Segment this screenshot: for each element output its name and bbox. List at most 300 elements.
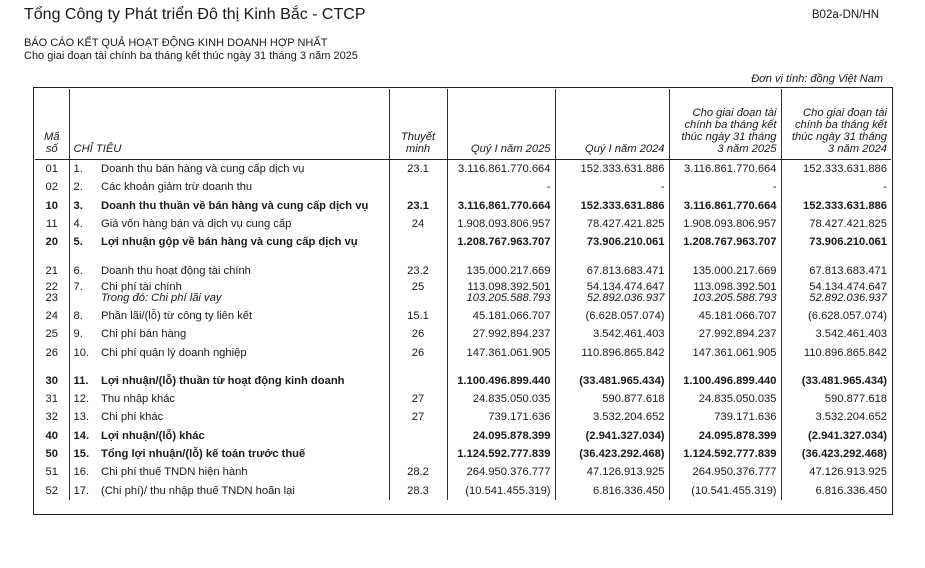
value-q1-2025 — [447, 408, 555, 426]
row-index-text: 7. — [73, 280, 83, 293]
value-q1-2025-text: 1.124.592.777.839 — [457, 448, 551, 460]
value-q1-2025-text: 147.361.061.905 — [466, 346, 551, 359]
table-row — [35, 343, 891, 361]
row-note-text: 27 — [411, 393, 425, 406]
row-index — [69, 463, 97, 481]
table-row — [35, 372, 891, 390]
value-q1-2025-text: 3.116.861.770.664 — [458, 163, 551, 176]
row-code — [35, 197, 69, 215]
row-index-text: 15. — [73, 448, 90, 460]
row-label — [97, 280, 389, 307]
value-q1-2025-sub-text: 103.205.588.793 — [466, 292, 551, 305]
value-q1-2024-text: 67.813.683.471 — [586, 264, 665, 277]
row-note-text: 28.2 — [407, 466, 429, 479]
row-note — [389, 215, 447, 233]
value-q1-2024 — [555, 481, 669, 499]
value-ytd-2024-text: 73.906.210.061 — [809, 236, 888, 249]
row-note — [389, 197, 447, 215]
value-ytd-2025 — [669, 343, 781, 361]
value-ytd-2024-text: (6.628.057.074) — [808, 309, 888, 322]
value-ytd-2025-text: 1.124.592.777.839 — [683, 448, 777, 460]
value-ytd-2024-text: 47.126.913.925 — [809, 466, 888, 479]
row-code — [35, 233, 69, 251]
row-note — [389, 233, 447, 251]
value-ytd-2024 — [781, 215, 891, 233]
value-q1-2025-text: 45.181.066.707 — [472, 309, 551, 322]
row-index — [69, 215, 97, 233]
value-ytd-2025 — [669, 445, 781, 463]
value-ytd-2025-text: 264.950.376.777 — [692, 466, 777, 479]
company-name: Tổng Công ty Phát triển Đô thị Kinh Bắc - CTCP — [24, 6, 366, 23]
row-index-text: 2. — [73, 181, 83, 194]
row-index-text: 9. — [73, 328, 83, 341]
value-q1-2024 — [555, 280, 669, 307]
row-index-text: 14. — [73, 429, 90, 442]
col-code-header: Mã số — [35, 89, 69, 160]
value-ytd-2025 — [669, 390, 781, 408]
value-q1-2024 — [555, 463, 669, 481]
value-ytd-2024-text: 78.427.421.825 — [809, 218, 888, 231]
value-ytd-2024 — [781, 160, 891, 179]
row-note — [389, 280, 447, 307]
value-q1-2025-text: - — [546, 181, 551, 194]
value-ytd-2024-text: - — [883, 181, 888, 194]
row-label — [97, 463, 389, 481]
value-ytd-2025 — [669, 427, 781, 445]
row-code — [35, 427, 69, 445]
row-label — [97, 390, 389, 408]
value-q1-2024-text: 73.906.210.061 — [586, 236, 665, 249]
value-ytd-2025 — [669, 215, 781, 233]
table-row — [35, 481, 891, 499]
row-code-text: 01 — [45, 163, 58, 176]
row-index-text: 4. — [73, 218, 83, 231]
row-label — [97, 372, 389, 390]
row-note-text: 25 — [411, 280, 425, 293]
value-ytd-2025 — [669, 178, 781, 196]
value-ytd-2025-text: 1.908.093.806.957 — [683, 218, 777, 231]
row-note — [389, 325, 447, 343]
value-q1-2024-text: 152.333.631.886 — [580, 199, 665, 212]
row-label-text: Chi phí khác — [101, 411, 164, 424]
row-label — [97, 427, 389, 445]
value-q1-2024 — [555, 261, 669, 279]
row-code-text: 10 — [45, 199, 58, 212]
value-q1-2024 — [555, 197, 669, 215]
value-q1-2025 — [447, 160, 555, 179]
row-note-text: 26 — [411, 346, 425, 359]
value-ytd-2024 — [781, 408, 891, 426]
value-q1-2024 — [555, 427, 669, 445]
value-ytd-2025 — [669, 197, 781, 215]
row-index — [69, 427, 97, 445]
row-index — [69, 178, 97, 196]
row-code-text: 21 — [45, 264, 58, 277]
value-ytd-2025 — [669, 408, 781, 426]
row-index — [69, 390, 97, 408]
row-label — [97, 343, 389, 361]
col-note-header: Thuyết minh — [389, 89, 447, 160]
value-q1-2025 — [447, 197, 555, 215]
row-label-text: Chi phí quản lý doanh nghiệp — [101, 346, 247, 359]
col-ytd-2024-header: Cho giai đoạn tài chính ba tháng kết thúc ngày 31 tháng 3 năm 2024 — [781, 89, 891, 160]
value-ytd-2024 — [781, 307, 891, 325]
value-q1-2025-text: 1.908.093.806.957 — [457, 218, 551, 231]
value-ytd-2024-text: 110.896.865.842 — [803, 346, 888, 359]
value-q1-2025 — [447, 427, 555, 445]
value-ytd-2024-text: 590.877.618 — [824, 393, 888, 406]
value-q1-2024-text: - — [660, 181, 665, 194]
table-row — [35, 427, 891, 445]
value-ytd-2025-text: 3.116.861.770.664 — [683, 199, 777, 212]
value-q1-2024-sub-text: 52.892.036.937 — [586, 292, 665, 305]
table-row — [35, 197, 891, 215]
value-ytd-2025-sub-text: 103.205.588.793 — [692, 292, 777, 305]
row-note-text: 28.3 — [407, 484, 429, 497]
row-code-text: 24 — [45, 309, 58, 322]
row-note — [389, 408, 447, 426]
value-ytd-2025 — [669, 481, 781, 499]
row-note-text: 24 — [411, 218, 425, 231]
row-code — [35, 463, 69, 481]
value-q1-2024 — [555, 390, 669, 408]
value-q1-2025-text: 739.171.636 — [488, 411, 551, 424]
row-label-text: Thu nhập khác — [101, 393, 176, 406]
row-index — [69, 280, 97, 307]
table-row — [35, 307, 891, 325]
value-q1-2024 — [555, 445, 669, 463]
value-ytd-2025 — [669, 307, 781, 325]
row-code-text: 02 — [45, 181, 58, 194]
value-ytd-2025 — [669, 325, 781, 343]
row-note — [389, 372, 447, 390]
table-row — [35, 261, 891, 279]
row-label — [97, 197, 389, 215]
value-ytd-2025-text: 45.181.066.707 — [698, 309, 777, 322]
row-code-sub-text: 23 — [45, 292, 58, 305]
row-index-text: 16. — [73, 466, 90, 479]
value-q1-2024-text: (36.423.292.468) — [579, 448, 665, 460]
row-code-text: 32 — [45, 411, 58, 424]
row-note — [389, 390, 447, 408]
value-ytd-2024-text: 54.134.474.647 — [809, 280, 888, 293]
value-ytd-2024-text: 6.816.336.450 — [815, 484, 888, 497]
value-q1-2024 — [555, 343, 669, 361]
value-ytd-2024 — [781, 427, 891, 445]
currency-unit: Đơn vị tính: đồng Việt Nam — [751, 73, 883, 85]
row-note-text: 27 — [411, 411, 425, 424]
value-ytd-2024-text: 67.813.683.471 — [809, 264, 888, 277]
row-note-text: 15.1 — [407, 309, 429, 322]
value-q1-2024-text: (33.481.965.434) — [579, 374, 665, 387]
row-index-text: 10. — [73, 346, 90, 359]
value-ytd-2025-text: 1.100.496.899.440 — [683, 374, 777, 387]
row-note — [389, 160, 447, 179]
value-ytd-2024 — [781, 372, 891, 390]
value-q1-2025-text: 1.100.496.899.440 — [457, 374, 551, 387]
value-ytd-2025-text: - — [772, 181, 777, 194]
value-q1-2024-text: 78.427.421.825 — [586, 218, 665, 231]
row-code-text: 20 — [45, 236, 58, 249]
value-q1-2024-text: 47.126.913.925 — [586, 466, 665, 479]
row-label — [97, 445, 389, 463]
value-q1-2024-text: 3.532.204.652 — [592, 411, 665, 424]
row-code — [35, 215, 69, 233]
value-ytd-2025-text: 113.098.392.501 — [693, 280, 777, 293]
row-label-text: (Chi phí)/ thu nhập thuế TNDN hoãn lại — [101, 484, 295, 497]
row-index-text: 13. — [73, 411, 90, 424]
row-label-text: Phần lãi/(lỗ) từ công ty liên kết — [101, 309, 253, 322]
value-ytd-2025-text: 739.171.636 — [714, 411, 777, 424]
row-label-text: Chi phí tài chính — [101, 280, 182, 293]
value-q1-2024 — [555, 307, 669, 325]
row-code — [35, 178, 69, 196]
row-code — [35, 280, 69, 307]
row-code-text: 40 — [45, 429, 58, 442]
row-code-text: 25 — [45, 328, 58, 341]
value-ytd-2024-text: 152.333.631.886 — [803, 163, 888, 176]
value-q1-2024 — [555, 160, 669, 179]
row-label-text: Tổng lợi nhuận/(lỗ) kế toán trước thuế — [101, 448, 306, 460]
row-note — [389, 481, 447, 499]
value-ytd-2024 — [781, 463, 891, 481]
value-q1-2024-text: 54.134.474.647 — [586, 280, 665, 293]
row-note-text: 26 — [411, 328, 425, 341]
row-label — [97, 233, 389, 251]
row-code-text: 31 — [45, 393, 58, 406]
row-code — [35, 390, 69, 408]
row-label-text: Chi phí bán hàng — [101, 328, 187, 341]
value-ytd-2025-text: 24.095.878.399 — [698, 429, 777, 442]
value-q1-2024 — [555, 372, 669, 390]
row-code-text: 51 — [45, 466, 58, 479]
row-label-text: Chi phí thuế TNDN hiện hành — [101, 466, 248, 479]
value-q1-2025-text: 113.098.392.501 — [467, 280, 551, 293]
table-row — [35, 178, 891, 196]
col-q1-2025-header: Quý I năm 2025 — [447, 89, 555, 160]
row-spacer — [35, 251, 891, 261]
col-item-header: CHỈ TIÊU — [69, 89, 389, 160]
value-ytd-2025-text: 147.361.061.905 — [692, 346, 777, 359]
report-period: Cho giai đoạn tài chính ba tháng kết thúc ngày 31 tháng 3 năm 2025 — [24, 50, 358, 62]
row-note — [389, 178, 447, 196]
value-q1-2025-text: 24.835.050.035 — [472, 393, 551, 406]
row-note — [389, 261, 447, 279]
row-index — [69, 408, 97, 426]
row-code — [35, 481, 69, 499]
row-index-text: 17. — [73, 484, 90, 497]
table-row — [35, 463, 891, 481]
table-row — [35, 280, 891, 307]
value-ytd-2024-text: (33.481.965.434) — [801, 374, 888, 387]
row-label-text: Giá vốn hàng bán và dịch vụ cung cấp — [101, 218, 292, 231]
row-code — [35, 307, 69, 325]
row-index-text: 11. — [73, 374, 89, 387]
value-ytd-2024-text: (36.423.292.468) — [801, 448, 888, 460]
row-label-sub-text: Trong đó: Chi phí lãi vay — [101, 292, 222, 305]
value-q1-2024 — [555, 325, 669, 343]
income-statement-table — [35, 89, 891, 500]
value-q1-2024 — [555, 233, 669, 251]
table-row — [35, 233, 891, 251]
value-q1-2025 — [447, 445, 555, 463]
value-ytd-2024 — [781, 178, 891, 196]
row-code — [35, 261, 69, 279]
value-q1-2025 — [447, 261, 555, 279]
row-index — [69, 481, 97, 499]
report-heading — [24, 37, 358, 63]
row-spacer — [35, 362, 891, 372]
row-note — [389, 427, 447, 445]
row-label-text: Lợi nhuận/(lỗ) thuần từ hoạt động kinh doanh — [101, 374, 345, 387]
value-ytd-2025-text: (10.541.455.319) — [691, 484, 777, 497]
row-code — [35, 325, 69, 343]
value-q1-2025-text: 27.992.894.237 — [472, 328, 551, 341]
row-index — [69, 343, 97, 361]
row-note — [389, 445, 447, 463]
value-q1-2025-text: 135.000.217.669 — [466, 264, 551, 277]
value-q1-2025 — [447, 463, 555, 481]
value-ytd-2025-text: 27.992.894.237 — [698, 328, 777, 341]
table-row — [35, 215, 891, 233]
value-ytd-2025 — [669, 463, 781, 481]
value-q1-2025-text: 24.095.878.399 — [472, 429, 551, 442]
row-index-text: 1. — [73, 163, 83, 176]
value-ytd-2024-text: (2.941.327.034) — [808, 429, 888, 442]
row-index-text: 5. — [73, 236, 83, 249]
value-ytd-2024 — [781, 261, 891, 279]
row-index-text: 6. — [73, 264, 83, 277]
value-ytd-2024 — [781, 445, 891, 463]
row-code — [35, 372, 69, 390]
value-q1-2025-text: 1.208.767.963.707 — [457, 236, 551, 249]
value-q1-2024 — [555, 178, 669, 196]
value-ytd-2024 — [781, 197, 891, 215]
row-label — [97, 408, 389, 426]
row-code-text: 52 — [45, 484, 58, 497]
value-ytd-2025-text: 24.835.050.035 — [698, 393, 777, 406]
row-label — [97, 261, 389, 279]
row-label-text: Doanh thu thuần về bán hàng và cung cấp dịch vụ — [101, 199, 369, 212]
value-ytd-2025-text: 1.208.767.963.707 — [683, 236, 777, 249]
row-index — [69, 261, 97, 279]
row-note — [389, 463, 447, 481]
row-label-text: Lợi nhuận gộp về bán hàng và cung cấp dịch vụ — [101, 236, 358, 249]
value-q1-2024-text: 6.816.336.450 — [592, 484, 665, 497]
row-code-text: 11 — [45, 218, 58, 231]
value-ytd-2025 — [669, 280, 781, 307]
value-q1-2025 — [447, 178, 555, 196]
value-ytd-2025 — [669, 160, 781, 179]
row-code-text: 26 — [45, 346, 58, 359]
value-q1-2025 — [447, 233, 555, 251]
table-row — [35, 390, 891, 408]
row-label-text: Các khoản giảm trừ doanh thu — [101, 181, 253, 194]
row-note-text: 23.1 — [407, 199, 429, 212]
value-ytd-2024-sub-text: 52.892.036.937 — [809, 292, 888, 305]
value-ytd-2025-text: 3.116.861.770.664 — [684, 163, 777, 176]
col-ytd-2025-header: Cho giai đoạn tài chính ba tháng kết thúc ngày 31 tháng 3 năm 2025 — [669, 89, 781, 160]
row-index-text: 8. — [73, 309, 83, 322]
value-q1-2024-text: 3.542.461.403 — [592, 328, 665, 341]
row-label — [97, 215, 389, 233]
row-note — [389, 343, 447, 361]
row-index — [69, 197, 97, 215]
value-q1-2025 — [447, 307, 555, 325]
row-index-text: 3. — [73, 199, 83, 212]
value-q1-2024-text: (6.628.057.074) — [585, 309, 665, 322]
table-row — [35, 160, 891, 179]
value-q1-2024 — [555, 215, 669, 233]
report-title: BÁO CÁO KẾT QUẢ HOẠT ĐỘNG KINH DOANH HỢP NHẤT — [24, 37, 328, 49]
value-q1-2025 — [447, 215, 555, 233]
row-code-text: 30 — [45, 374, 58, 387]
row-note-text: 23.2 — [407, 264, 429, 277]
value-ytd-2024-text: 3.542.461.403 — [815, 328, 888, 341]
value-q1-2024 — [555, 408, 669, 426]
row-index — [69, 445, 97, 463]
table-row — [35, 445, 891, 463]
row-code — [35, 343, 69, 361]
value-q1-2025 — [447, 325, 555, 343]
row-label — [97, 178, 389, 196]
value-ytd-2024 — [781, 325, 891, 343]
value-q1-2025 — [447, 390, 555, 408]
value-ytd-2024 — [781, 390, 891, 408]
value-q1-2024-text: 110.896.865.842 — [581, 346, 665, 359]
row-index — [69, 233, 97, 251]
value-ytd-2025 — [669, 372, 781, 390]
row-label — [97, 160, 389, 179]
row-code-text: 50 — [45, 448, 58, 460]
value-q1-2024-text: (2.941.327.034) — [585, 429, 665, 442]
value-ytd-2024 — [781, 233, 891, 251]
row-label-text: Lợi nhuận/(lỗ) khác — [101, 429, 205, 442]
value-q1-2025-text: 3.116.861.770.664 — [457, 199, 551, 212]
form-code: B02a-DN/HN — [811, 9, 879, 21]
value-ytd-2024 — [781, 481, 891, 499]
value-ytd-2024 — [781, 343, 891, 361]
value-ytd-2024 — [781, 280, 891, 307]
table-row — [35, 408, 891, 426]
value-q1-2025 — [447, 343, 555, 361]
value-q1-2024-text: 590.877.618 — [602, 393, 665, 406]
row-code — [35, 408, 69, 426]
table-row — [35, 325, 891, 343]
header-row — [35, 89, 891, 160]
value-q1-2025 — [447, 372, 555, 390]
row-label-text: Doanh thu hoạt động tài chính — [101, 264, 251, 277]
row-index — [69, 307, 97, 325]
value-q1-2025-text: (10.541.455.319) — [465, 484, 551, 497]
row-label-text: Doanh thu bán hàng và cung cấp dịch vụ — [101, 163, 305, 176]
row-note — [389, 307, 447, 325]
value-q1-2025-text: 264.950.376.777 — [466, 466, 551, 479]
value-ytd-2025 — [669, 261, 781, 279]
value-ytd-2024-text: 152.333.631.886 — [803, 199, 888, 212]
row-label — [97, 481, 389, 499]
row-label — [97, 307, 389, 325]
row-index — [69, 372, 97, 390]
row-note-text: 23.1 — [407, 163, 429, 176]
row-label — [97, 325, 389, 343]
value-q1-2024-text: 152.333.631.886 — [580, 163, 665, 176]
value-ytd-2024-text: 3.532.204.652 — [815, 411, 888, 424]
value-q1-2025 — [447, 481, 555, 499]
value-ytd-2025-text: 135.000.217.669 — [692, 264, 777, 277]
row-index — [69, 325, 97, 343]
col-q1-2024-header: Quý I năm 2024 — [555, 89, 669, 160]
